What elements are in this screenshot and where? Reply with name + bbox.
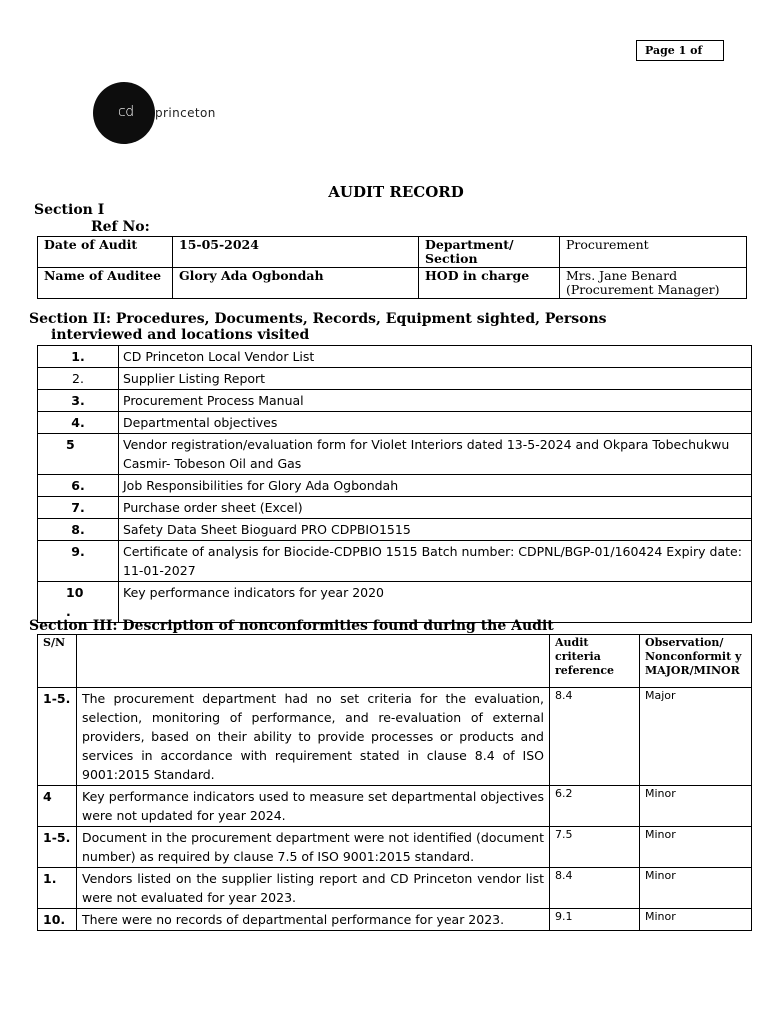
row-sn: 1-5. [38, 688, 77, 786]
nonconformities-table [37, 634, 752, 931]
table-header-row [38, 635, 752, 688]
row-observation: Minor [640, 868, 752, 909]
table-row [38, 346, 752, 368]
row-criteria-reference: 8.4 [550, 688, 640, 786]
section2-heading [29, 311, 607, 343]
documents-table [37, 345, 752, 623]
table-row [38, 475, 752, 497]
row-description: There were no records of departmental performance for year 2023. [77, 909, 550, 931]
row-description: Vendors listed on the supplier listing report and CD Princeton vendor list were not evaluated for year 2023. [77, 868, 550, 909]
table-row [38, 497, 752, 519]
description-header [77, 635, 550, 688]
ref-no-label: Ref No: [91, 219, 150, 235]
item-number: 1. [38, 346, 119, 368]
criteria-reference-header: Audit criteria reference [550, 635, 640, 688]
table-row [38, 368, 752, 390]
item-text: Job Responsibilities for Glory Ada Ogbondah [119, 475, 752, 497]
item-text: Supplier Listing Report [119, 368, 752, 390]
item-number: 5 [38, 434, 119, 475]
section1-heading: Section I [34, 202, 105, 218]
row-criteria-reference: 6.2 [550, 786, 640, 827]
item-number: 6. [38, 475, 119, 497]
page-number-box: Page 1 of [636, 40, 724, 61]
table-row [38, 237, 747, 268]
row-description: The procurement department had no set criteria for the evaluation, selection, monitoring of performance, and re-evaluation of external providers, based on their ability to provide processes or products and services in accordance with requirement stated in clause 8.4 of ISO 9001:2015 Standard. [77, 688, 550, 786]
item-number: 3. [38, 390, 119, 412]
item-text: Safety Data Sheet Bioguard PRO CDPBIO1515 [119, 519, 752, 541]
table-row [38, 786, 752, 827]
table-row [38, 868, 752, 909]
hod-value: Mrs. Jane Benard (Procurement Manager) [560, 268, 747, 299]
row-criteria-reference: 9.1 [550, 909, 640, 931]
item-number: 8. [38, 519, 119, 541]
row-description: Document in the procurement department were not identified (document number) as required by clause 7.5 of ISO 9001:2015 standard. [77, 827, 550, 868]
row-observation: Minor [640, 909, 752, 931]
row-sn: 4 [38, 786, 77, 827]
department-label: Department/ Section [419, 237, 560, 268]
table-row [38, 582, 752, 623]
table-row [38, 412, 752, 434]
item-number: 9. [38, 541, 119, 582]
item-number: 4. [38, 412, 119, 434]
row-sn: 10. [38, 909, 77, 931]
table-row [38, 519, 752, 541]
item-number: 7. [38, 497, 119, 519]
section2-heading-line1: Section II: Procedures, Documents, Records, Equipment sighted, Persons [29, 311, 607, 327]
table-row [38, 390, 752, 412]
row-criteria-reference: 7.5 [550, 827, 640, 868]
row-sn: 1-5. [38, 827, 77, 868]
auditee-value: Glory Ada Ogbondah [173, 268, 419, 299]
table-row [38, 434, 752, 475]
table-row [38, 541, 752, 582]
table-row [38, 827, 752, 868]
sn-header: S/N [38, 635, 77, 688]
row-observation: Minor [640, 827, 752, 868]
row-observation: Major [640, 688, 752, 786]
department-value: Procurement [560, 237, 747, 268]
document-title: AUDIT RECORD [328, 183, 464, 201]
audit-info-table [37, 236, 747, 299]
row-observation: Minor [640, 786, 752, 827]
item-text: Purchase order sheet (Excel) [119, 497, 752, 519]
section2-heading-line2: interviewed and locations visited [51, 327, 310, 343]
item-text: Vendor registration/evaluation form for Violet Interiors dated 13-5-2024 and Okpara Tobechukwu Casmir- Tobeson Oil and Gas [119, 434, 752, 475]
table-row [38, 268, 747, 299]
item-number: 2. [38, 368, 119, 390]
auditee-label: Name of Auditee [38, 268, 173, 299]
section3-heading: Section III: Description of nonconformities found during the Audit [29, 618, 554, 634]
item-text: Key performance indicators for year 2020 [119, 582, 752, 623]
item-text: Certificate of analysis for Biocide-CDPBIO 1515 Batch number: CDPNL/BGP-01/160424 Expiry date: 11-01-2027 [119, 541, 752, 582]
row-description: Key performance indicators used to measure set departmental objectives were not updated for year 2024. [77, 786, 550, 827]
logo-text-cd: cd [118, 104, 134, 120]
row-criteria-reference: 8.4 [550, 868, 640, 909]
table-row [38, 909, 752, 931]
item-text: CD Princeton Local Vendor List [119, 346, 752, 368]
hod-label: HOD in charge [419, 268, 560, 299]
item-number: 10 . [38, 582, 119, 623]
item-text: Procurement Process Manual [119, 390, 752, 412]
date-of-audit-value: 15-05-2024 [173, 237, 419, 268]
table-row [38, 688, 752, 786]
logo-text-princeton: princeton [155, 106, 216, 120]
row-sn: 1. [38, 868, 77, 909]
observation-header: Observation/ Nonconformit y MAJOR/MINOR [640, 635, 752, 688]
item-text: Departmental objectives [119, 412, 752, 434]
date-of-audit-label: Date of Audit [38, 237, 173, 268]
